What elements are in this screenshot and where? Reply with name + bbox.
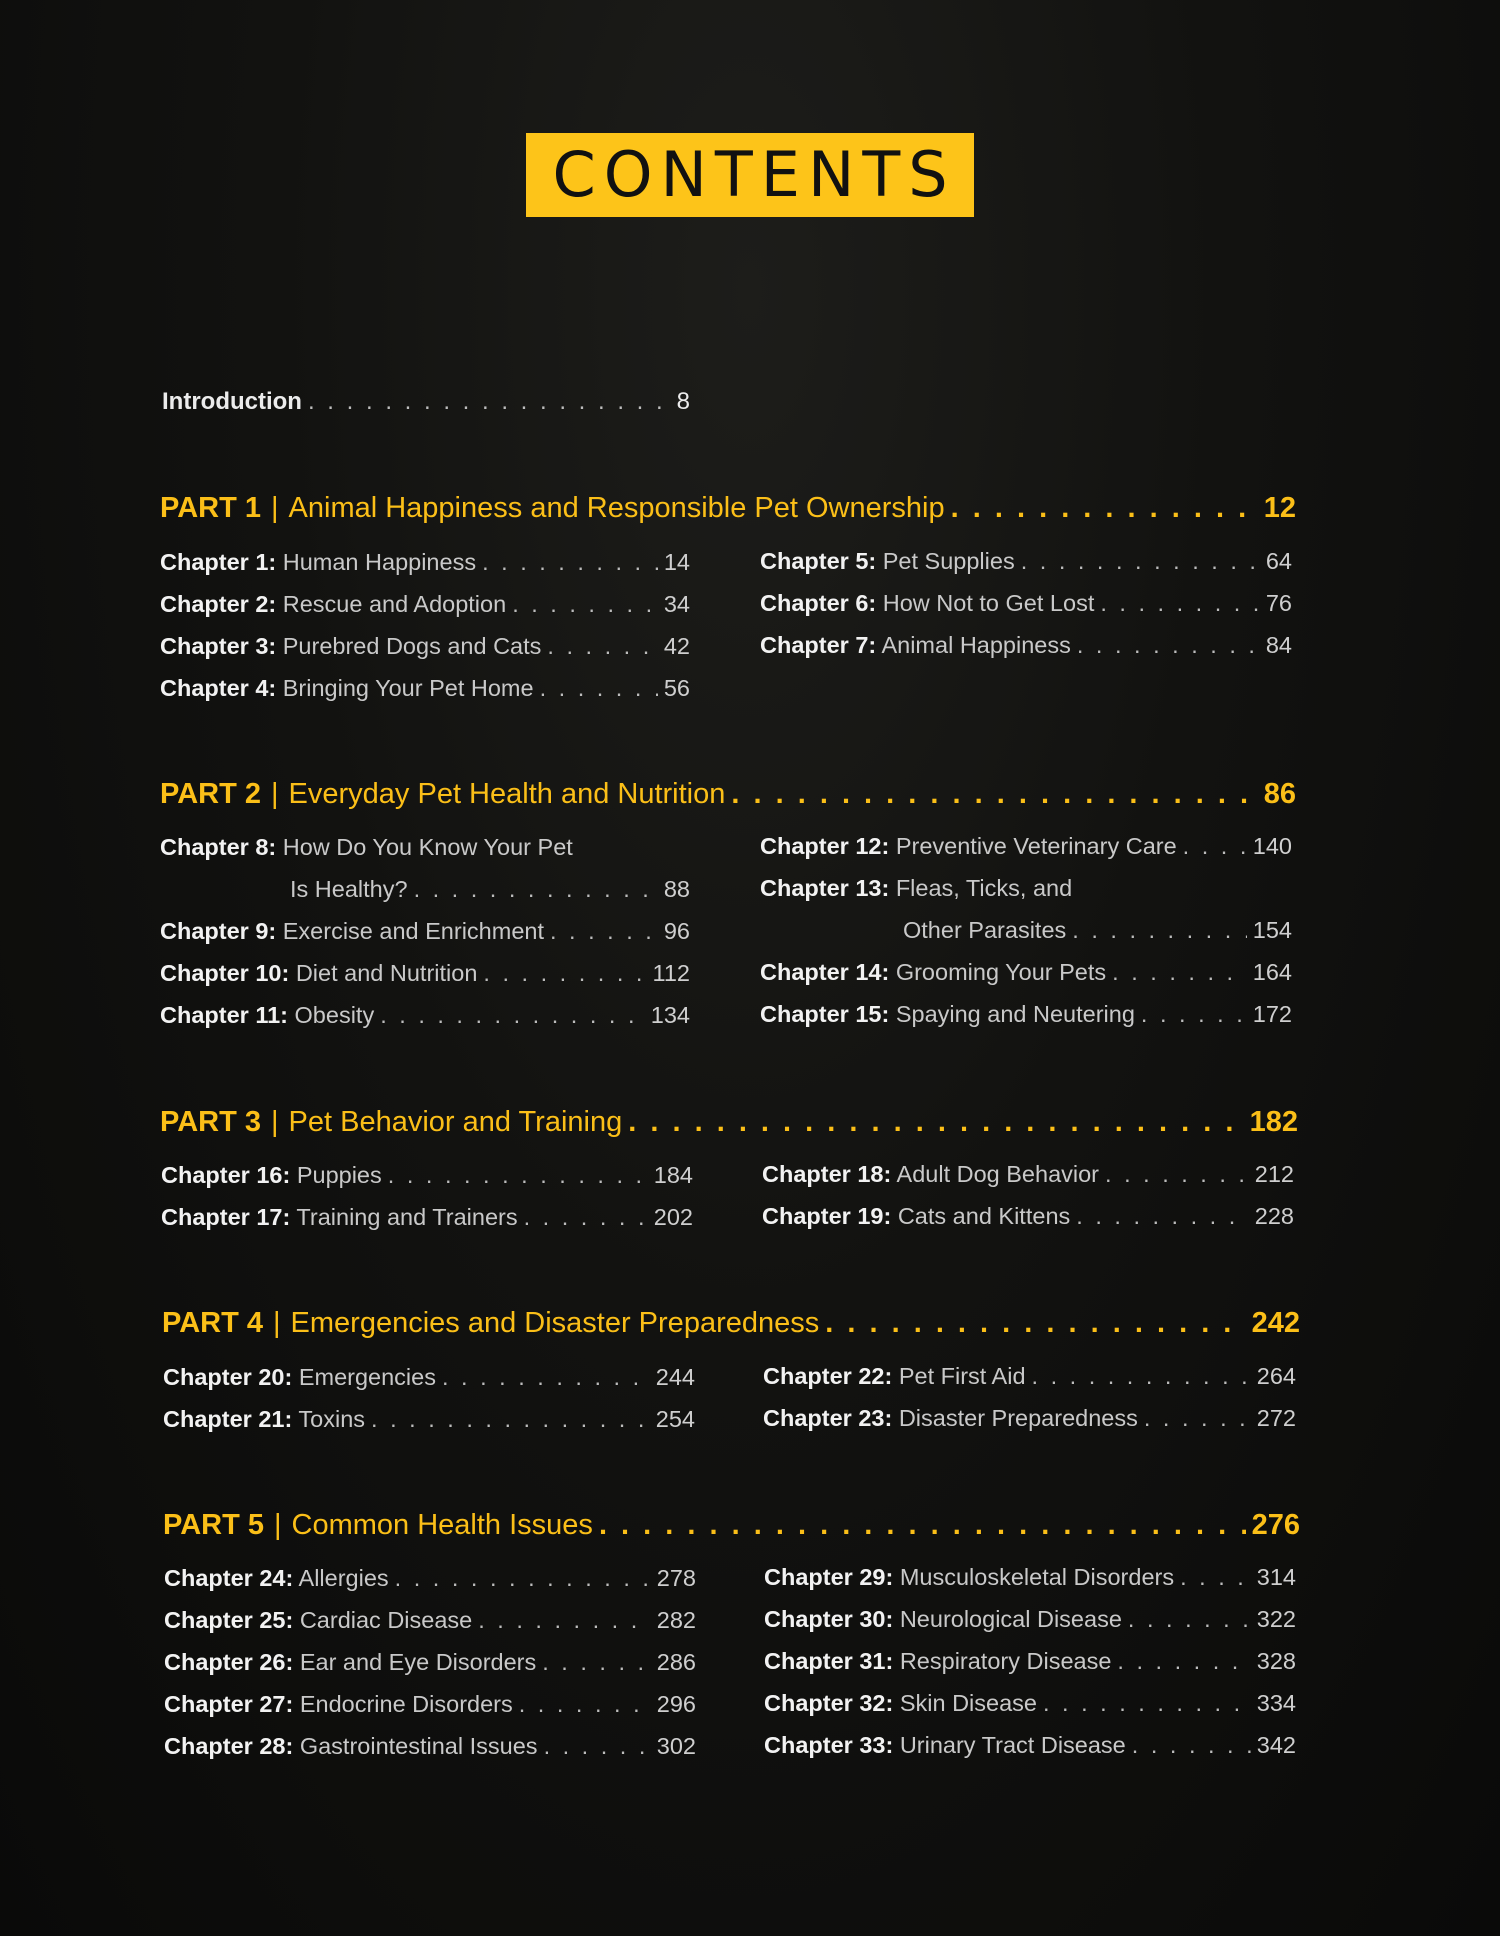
chapter-number: Chapter 1: xyxy=(160,549,277,575)
dot-leader xyxy=(540,675,658,702)
dot-leader xyxy=(483,960,646,987)
dot-leader xyxy=(395,1565,651,1592)
chapter-title: Preventive Veterinary Care xyxy=(895,833,1177,859)
chapter-page: 112 xyxy=(652,960,690,986)
chapter-title: Toxins xyxy=(298,1406,366,1432)
dot-leader xyxy=(519,1691,651,1718)
chapter-title: Purebred Dogs and Cats xyxy=(282,633,542,659)
toc-chapter-30[interactable] xyxy=(764,1606,1296,1633)
chapter-page: 228 xyxy=(1254,1203,1294,1229)
toc-chapter-13-line1[interactable] xyxy=(760,875,1072,902)
chapter-page: 302 xyxy=(656,1733,696,1759)
chapter-title: Diet and Nutrition xyxy=(295,960,478,986)
chapter-number: Chapter 19: xyxy=(762,1203,892,1229)
chapter-page: 272 xyxy=(1256,1405,1296,1431)
toc-chapter-27[interactable] xyxy=(164,1691,696,1718)
toc-chapter-5[interactable] xyxy=(760,548,1292,575)
toc-chapter-31[interactable] xyxy=(764,1648,1296,1675)
chapter-page: 64 xyxy=(1265,548,1292,574)
chapter-page: 154 xyxy=(1252,917,1292,943)
chapter-title: Adult Dog Behavior xyxy=(896,1161,1100,1187)
toc-chapter-14[interactable] xyxy=(760,959,1292,986)
dot-leader xyxy=(550,918,658,945)
toc-chapter-20[interactable] xyxy=(163,1364,695,1391)
chapter-page: 314 xyxy=(1256,1564,1296,1590)
dot-leader xyxy=(951,492,1258,525)
chapter-number: Chapter 27: xyxy=(164,1691,294,1717)
dot-leader xyxy=(414,876,658,903)
part-heading-3[interactable] xyxy=(160,1106,1298,1139)
chapter-page: 84 xyxy=(1265,632,1292,658)
part-page: 182 xyxy=(1249,1106,1298,1138)
chapter-page: 286 xyxy=(656,1649,696,1675)
part-page: 12 xyxy=(1263,492,1296,524)
chapter-page: 76 xyxy=(1265,590,1292,616)
toc-entry-page: 8 xyxy=(676,388,690,415)
chapter-number: Chapter 23: xyxy=(763,1405,893,1431)
chapter-number: Chapter 28: xyxy=(164,1733,294,1759)
dot-leader xyxy=(1144,1405,1251,1432)
toc-chapter-6[interactable] xyxy=(760,590,1292,617)
toc-chapter-4[interactable] xyxy=(160,675,690,702)
toc-chapter-26[interactable] xyxy=(164,1649,696,1676)
chapter-page: 334 xyxy=(1256,1690,1296,1716)
part-title: Common Health Issues xyxy=(291,1509,593,1541)
toc-chapter-7[interactable] xyxy=(760,632,1292,659)
chapter-title-continued: Is Healthy? xyxy=(290,876,408,902)
toc-chapter-12[interactable] xyxy=(760,833,1292,860)
chapter-number: Chapter 14: xyxy=(760,959,890,985)
toc-entry-label: Introduction xyxy=(162,388,302,415)
chapter-page: 282 xyxy=(656,1607,696,1633)
dot-leader xyxy=(1117,1648,1250,1675)
toc-chapter-25[interactable] xyxy=(164,1607,696,1634)
chapter-title: Gastrointestinal Issues xyxy=(299,1733,538,1759)
toc-chapter-18[interactable] xyxy=(762,1161,1294,1188)
chapter-number: Chapter 7: xyxy=(760,632,877,658)
chapter-title: Respiratory Disease xyxy=(899,1648,1112,1674)
chapter-title: Rescue and Adoption xyxy=(282,591,507,617)
chapter-page: 212 xyxy=(1254,1161,1294,1187)
part-label: PART 2 xyxy=(160,778,261,810)
toc-chapter-3[interactable] xyxy=(160,633,690,660)
chapter-page: 244 xyxy=(655,1364,695,1390)
dot-leader xyxy=(1077,632,1260,659)
toc-chapter-17[interactable] xyxy=(161,1204,693,1231)
part-page: 86 xyxy=(1263,778,1296,810)
dot-leader xyxy=(1183,833,1247,860)
dot-leader xyxy=(599,1509,1246,1542)
chapter-number: Chapter 30: xyxy=(764,1606,894,1632)
chapter-number: Chapter 25: xyxy=(164,1607,294,1633)
toc-chapter-29[interactable] xyxy=(764,1564,1296,1591)
chapter-number: Chapter 3: xyxy=(160,633,277,659)
chapter-page: 342 xyxy=(1256,1732,1296,1758)
chapter-number: Chapter 33: xyxy=(764,1732,894,1758)
toc-chapter-11[interactable] xyxy=(160,1002,690,1029)
dot-leader xyxy=(547,633,657,660)
part-separator: | xyxy=(272,1307,281,1339)
toc-chapter-19[interactable] xyxy=(762,1203,1294,1230)
toc-entry-introduction[interactable] xyxy=(162,388,690,416)
dot-leader xyxy=(524,1204,648,1231)
chapter-number: Chapter 20: xyxy=(163,1364,293,1390)
chapter-number: Chapter 15: xyxy=(760,1001,890,1027)
chapter-title: Emergencies xyxy=(298,1364,436,1390)
dot-leader xyxy=(308,388,671,416)
part-heading-2[interactable] xyxy=(160,778,1296,811)
part-separator: | xyxy=(273,1509,282,1541)
dot-leader xyxy=(542,1649,651,1676)
chapter-page: 278 xyxy=(656,1565,696,1591)
dot-leader xyxy=(388,1162,648,1189)
chapter-title: Cats and Kittens xyxy=(897,1203,1071,1229)
chapter-number: Chapter 5: xyxy=(760,548,877,574)
dot-leader xyxy=(825,1307,1245,1340)
chapter-title: Human Happiness xyxy=(282,549,477,575)
chapter-title: Pet First Aid xyxy=(898,1363,1026,1389)
dot-leader xyxy=(1076,1203,1249,1230)
toc-chapter-2[interactable] xyxy=(160,591,690,618)
chapter-title: Pet Supplies xyxy=(882,548,1015,574)
chapter-title: Ear and Eye Disorders xyxy=(299,1649,537,1675)
chapter-page: 96 xyxy=(663,918,690,944)
part-title: Pet Behavior and Training xyxy=(288,1106,623,1138)
dot-leader xyxy=(478,1607,651,1634)
chapter-title: Puppies xyxy=(296,1162,382,1188)
chapter-title: Spaying and Neutering xyxy=(895,1001,1135,1027)
dot-leader xyxy=(371,1406,650,1433)
chapter-title: Obesity xyxy=(294,1002,375,1028)
chapter-number: Chapter 13: xyxy=(760,875,890,901)
part-label: PART 5 xyxy=(163,1509,264,1541)
chapter-number: Chapter 8: xyxy=(160,834,277,860)
chapter-number: Chapter 16: xyxy=(161,1162,291,1188)
toc-chapter-28[interactable] xyxy=(164,1733,696,1760)
chapter-page: 164 xyxy=(1252,959,1292,985)
chapter-page: 202 xyxy=(653,1204,693,1230)
chapter-title: Urinary Tract Disease xyxy=(899,1732,1126,1758)
part-page: 242 xyxy=(1251,1307,1300,1339)
chapter-page: 42 xyxy=(663,633,690,659)
toc-chapter-8-line1[interactable] xyxy=(160,834,573,861)
chapter-page: 296 xyxy=(656,1691,696,1717)
chapter-title: Disaster Preparedness xyxy=(898,1405,1138,1431)
chapter-number: Chapter 31: xyxy=(764,1648,894,1674)
chapter-title: Skin Disease xyxy=(899,1690,1037,1716)
chapter-number: Chapter 21: xyxy=(163,1406,293,1432)
part-title: Animal Happiness and Responsible Pet Ownership xyxy=(288,492,945,524)
chapter-number: Chapter 22: xyxy=(763,1363,893,1389)
dot-leader xyxy=(1021,548,1260,575)
chapter-title-continued: Other Parasites xyxy=(903,917,1067,943)
chapter-page: 88 xyxy=(663,876,690,902)
dot-leader xyxy=(1043,1690,1251,1717)
part-separator: | xyxy=(270,778,279,810)
chapter-page: 172 xyxy=(1252,1001,1292,1027)
chapter-number: Chapter 18: xyxy=(762,1161,892,1187)
chapter-title: Neurological Disease xyxy=(899,1606,1122,1632)
chapter-number: Chapter 6: xyxy=(760,590,877,616)
toc-chapter-9[interactable] xyxy=(160,918,690,945)
dot-leader xyxy=(482,549,658,576)
part-title: Emergencies and Disaster Preparedness xyxy=(290,1307,820,1339)
dot-leader xyxy=(628,1106,1243,1139)
dot-leader xyxy=(1112,959,1247,986)
toc-chapter-1[interactable] xyxy=(160,549,690,576)
chapter-page: 56 xyxy=(663,675,690,701)
dot-leader xyxy=(442,1364,650,1391)
chapter-title: Musculoskeletal Disorders xyxy=(899,1564,1175,1590)
chapter-title: Endocrine Disorders xyxy=(299,1691,513,1717)
part-separator: | xyxy=(270,492,279,524)
chapter-page: 254 xyxy=(655,1406,695,1432)
chapter-title: Fleas, Ticks, and xyxy=(895,875,1073,901)
chapter-number: Chapter 24: xyxy=(164,1565,294,1591)
toc-chapter-13[interactable] xyxy=(903,917,1292,944)
dot-leader xyxy=(544,1733,651,1760)
chapter-number: Chapter 9: xyxy=(160,918,277,944)
chapter-page: 140 xyxy=(1252,833,1292,859)
toc-chapter-22[interactable] xyxy=(763,1363,1296,1390)
toc-chapter-16[interactable] xyxy=(161,1162,693,1189)
toc-chapter-10[interactable] xyxy=(160,960,690,987)
dot-leader xyxy=(731,778,1257,811)
dot-leader xyxy=(1100,590,1260,617)
part-label: PART 1 xyxy=(160,492,261,524)
part-page: 276 xyxy=(1251,1509,1300,1541)
toc-chapter-8[interactable] xyxy=(290,876,690,903)
chapter-page: 322 xyxy=(1256,1606,1296,1632)
chapter-page: 34 xyxy=(663,591,690,617)
dot-leader xyxy=(1132,1732,1251,1759)
part-separator: | xyxy=(270,1106,279,1138)
chapter-title: How Do You Know Your Pet xyxy=(282,834,573,860)
chapter-title: Grooming Your Pets xyxy=(895,959,1107,985)
toc-chapter-15[interactable] xyxy=(760,1001,1292,1028)
toc-chapter-23[interactable] xyxy=(763,1405,1296,1432)
dot-leader xyxy=(1128,1606,1251,1633)
toc-chapter-33[interactable] xyxy=(764,1732,1296,1759)
dot-leader xyxy=(1072,917,1247,944)
toc-chapter-32[interactable] xyxy=(764,1690,1296,1717)
chapter-page: 264 xyxy=(1256,1363,1296,1389)
page-title: CONTENTS xyxy=(526,133,974,217)
chapter-number: Chapter 29: xyxy=(764,1564,894,1590)
part-heading-5[interactable] xyxy=(163,1509,1300,1542)
part-heading-1[interactable] xyxy=(160,492,1296,525)
dot-leader xyxy=(1032,1363,1251,1390)
part-title: Everyday Pet Health and Nutrition xyxy=(288,778,726,810)
chapter-title: Bringing Your Pet Home xyxy=(282,675,534,701)
toc-chapter-21[interactable] xyxy=(163,1406,695,1433)
chapter-title: Allergies xyxy=(298,1565,389,1591)
chapter-page: 328 xyxy=(1256,1648,1296,1674)
chapter-title: Cardiac Disease xyxy=(299,1607,473,1633)
chapter-number: Chapter 32: xyxy=(764,1690,894,1716)
dot-leader xyxy=(1141,1001,1247,1028)
chapter-number: Chapter 10: xyxy=(160,960,290,986)
chapter-title: How Not to Get Lost xyxy=(882,590,1095,616)
dot-leader xyxy=(1180,1564,1251,1591)
chapter-number: Chapter 17: xyxy=(161,1204,291,1230)
chapter-page: 134 xyxy=(650,1002,690,1028)
toc-chapter-24[interactable] xyxy=(164,1565,696,1592)
part-heading-4[interactable] xyxy=(162,1307,1300,1340)
dot-leader xyxy=(380,1002,645,1029)
chapter-title: Exercise and Enrichment xyxy=(282,918,544,944)
chapter-number: Chapter 12: xyxy=(760,833,890,859)
part-label: PART 4 xyxy=(162,1307,263,1339)
chapter-page: 184 xyxy=(653,1162,693,1188)
chapter-number: Chapter 11: xyxy=(160,1002,288,1028)
chapter-number: Chapter 26: xyxy=(164,1649,294,1675)
chapter-title: Training and Trainers xyxy=(296,1204,518,1230)
part-label: PART 3 xyxy=(160,1106,261,1138)
dot-leader xyxy=(1105,1161,1249,1188)
chapter-number: Chapter 2: xyxy=(160,591,277,617)
dot-leader xyxy=(512,591,658,618)
chapter-number: Chapter 4: xyxy=(160,675,277,701)
chapter-title: Animal Happiness xyxy=(881,632,1071,658)
chapter-page: 14 xyxy=(663,549,690,575)
